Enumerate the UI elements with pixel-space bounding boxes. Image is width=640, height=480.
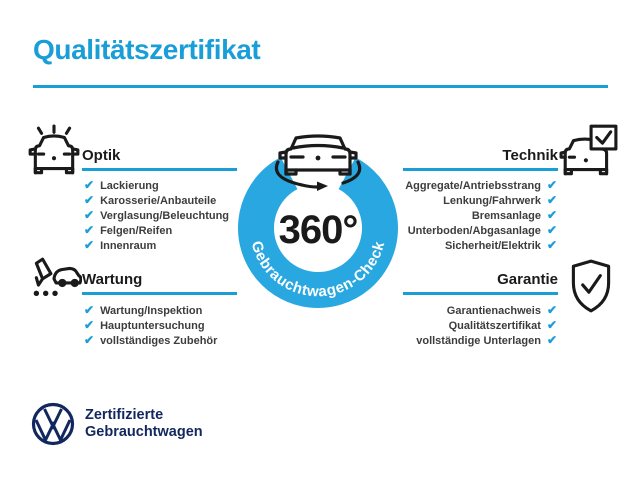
list-item-label: Karosserie/Anbauteile — [100, 194, 217, 207]
check-icon: ✔ — [546, 332, 557, 347]
list-item-label: Innenraum — [100, 239, 157, 252]
car-front-shine-icon — [26, 124, 82, 180]
page-title: Qualitätszertifikat — [33, 34, 261, 65]
list-item — [405, 223, 557, 238]
list-item — [405, 193, 557, 208]
technik-item-list — [405, 178, 557, 253]
list-item — [84, 193, 229, 208]
list-item — [84, 178, 229, 193]
wartung-item-list — [84, 303, 217, 348]
list-item-label: Sicherheit/Elektrik — [444, 239, 541, 252]
wartung-divider — [82, 292, 237, 295]
list-item — [84, 318, 217, 333]
check-icon: ✔ — [84, 302, 95, 317]
check-icon: ✔ — [546, 192, 557, 207]
360-check-badge — [216, 118, 420, 318]
check-icon: ✔ — [84, 317, 95, 332]
check-icon: ✔ — [546, 207, 557, 222]
check-icon: ✔ — [546, 177, 557, 192]
list-item — [84, 238, 229, 253]
section-heading-wartung: Wartung — [82, 271, 143, 288]
technik-divider — [403, 168, 558, 171]
check-icon: ✔ — [546, 317, 557, 332]
list-item — [416, 333, 557, 348]
check-icon: ✔ — [84, 222, 95, 237]
check-icon: ✔ — [84, 332, 95, 347]
list-item — [84, 333, 217, 348]
garantie-item-list — [416, 303, 557, 348]
check-icon: ✔ — [84, 237, 95, 252]
list-item-label: Wartung/Inspektion — [100, 304, 203, 317]
list-item-label: Aggregate/Antriebsstrang — [405, 179, 541, 192]
list-item-label: Felgen/Reifen — [100, 224, 173, 237]
optik-divider — [82, 168, 237, 171]
list-item — [84, 303, 217, 318]
list-item — [84, 223, 229, 238]
list-item-label: vollständiges Zubehör — [100, 334, 218, 347]
check-icon: ✔ — [546, 302, 557, 317]
section-heading-optik: Optik — [82, 147, 121, 164]
check-icon: ✔ — [84, 207, 95, 222]
checklist-pen-car-icon — [26, 256, 82, 312]
list-item-label: Verglasung/Beleuchtung — [100, 209, 230, 222]
car-front-rotation-icon — [276, 136, 359, 191]
list-item — [84, 208, 229, 223]
title-divider — [33, 85, 608, 88]
list-item — [416, 303, 557, 318]
360-value: 360° — [278, 208, 358, 252]
ring-label: Gebrauchtwagen-Check — [247, 238, 389, 301]
list-item — [405, 178, 557, 193]
footer-line-1: Zertifizierte — [85, 407, 164, 423]
list-item-label: Unterboden/Abgasanlage — [407, 224, 541, 237]
section-heading-technik: Technik — [502, 147, 558, 164]
list-item — [405, 238, 557, 253]
check-icon: ✔ — [84, 192, 95, 207]
check-icon: ✔ — [546, 237, 557, 252]
footer-line-2: Gebrauchtwagen — [85, 423, 203, 440]
list-item-label: Lenkung/Fahrwerk — [443, 194, 541, 207]
list-item-label: Qualitätszertifikat — [448, 319, 541, 332]
check-icon: ✔ — [546, 222, 557, 237]
section-heading-garantie: Garantie — [497, 271, 558, 288]
list-item-label: Lackierung — [100, 179, 159, 192]
garantie-divider — [403, 292, 558, 295]
list-item-label: Hauptuntersuchung — [100, 319, 205, 332]
optik-item-list — [84, 178, 229, 253]
check-icon: ✔ — [84, 177, 95, 192]
list-item-label: Bremsanlage — [471, 209, 541, 222]
list-item — [405, 208, 557, 223]
list-item-label: vollständige Unterlagen — [416, 334, 541, 347]
list-item-label: Garantienachweis — [446, 304, 541, 317]
car-front-check-icon — [559, 124, 619, 180]
list-item — [416, 318, 557, 333]
vw-logo-icon — [31, 402, 75, 446]
shield-check-icon — [567, 258, 615, 316]
footer-brand-text — [85, 407, 203, 440]
